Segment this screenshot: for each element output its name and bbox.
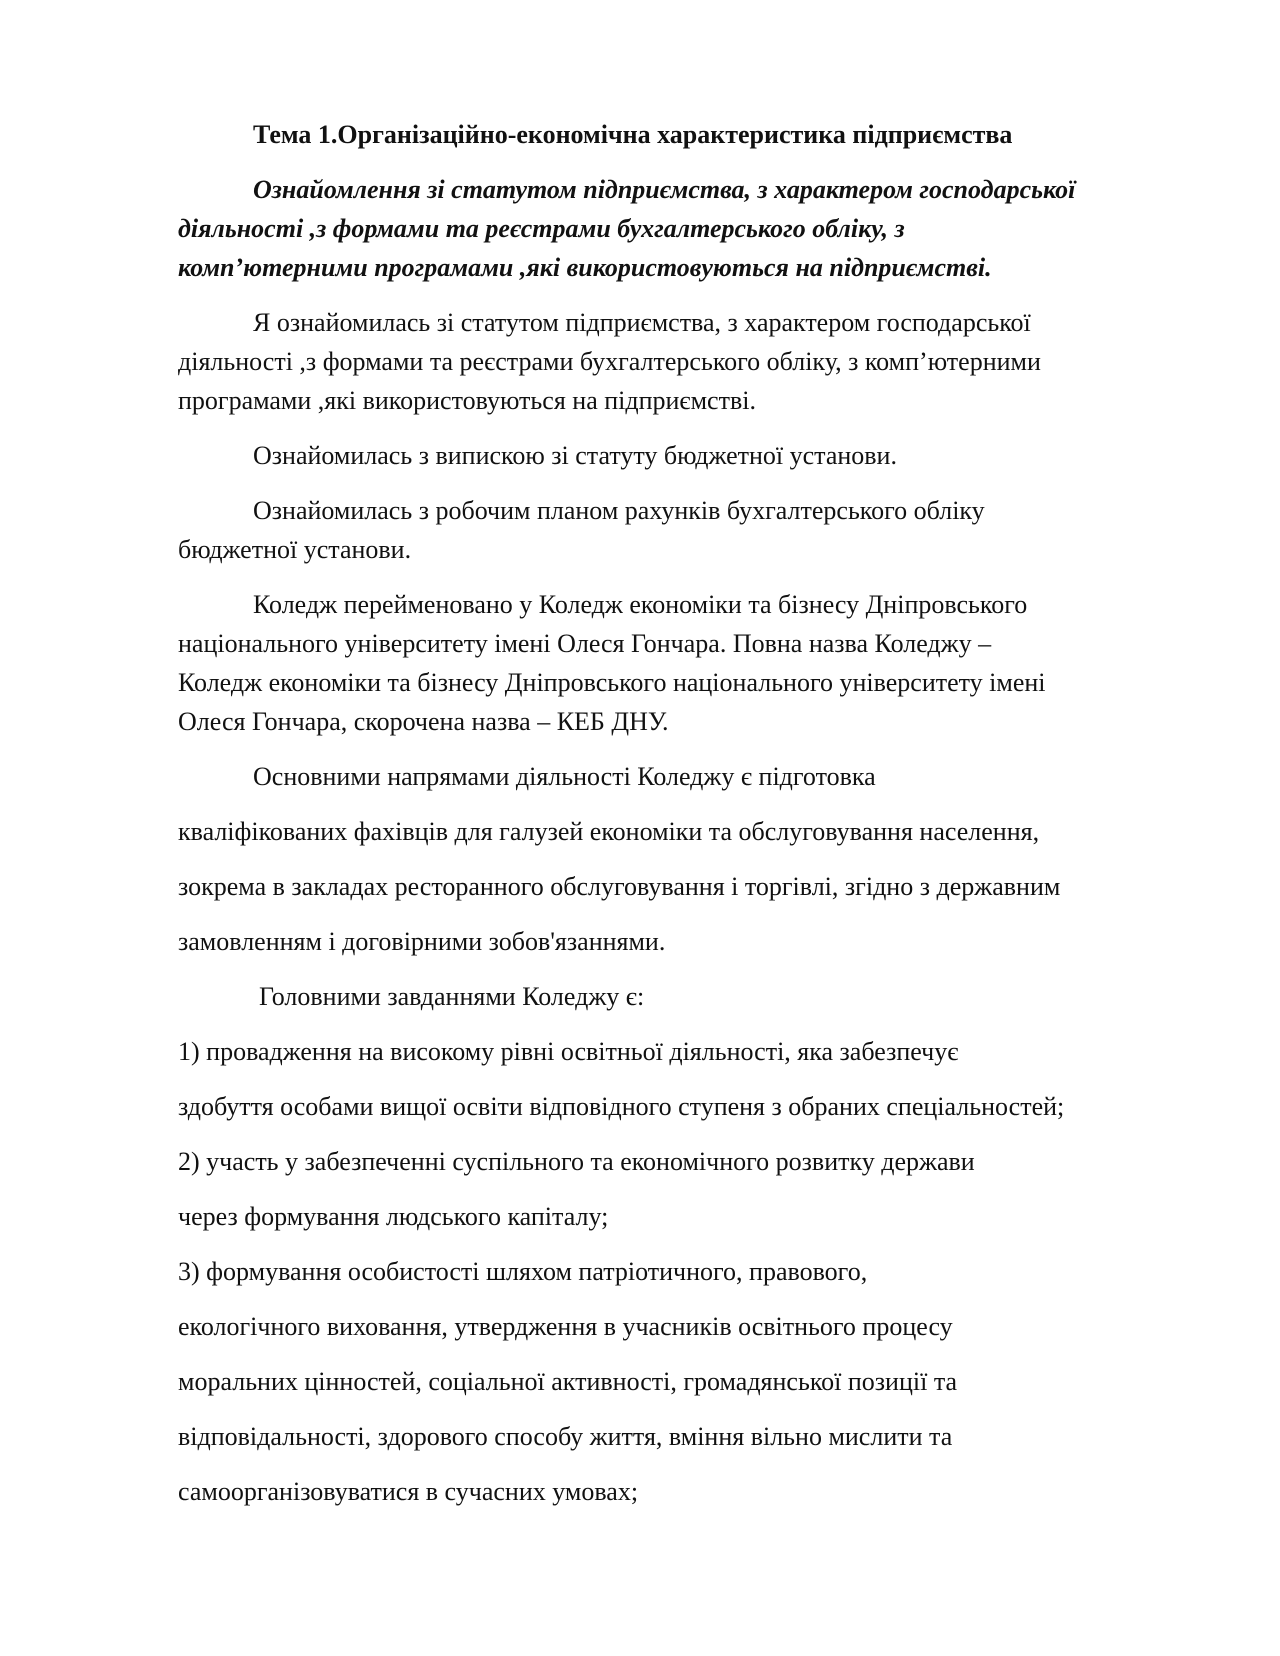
subtitle-line: Ознайомлення зі статутом підприємства, з характером господарської xyxy=(253,175,1076,204)
paragraph-line: Ознайомилась з робочим планом рахунків бухгалтерського обліку xyxy=(253,496,985,525)
paragraph-line: кваліфікованих фахівців для галузей економіки та обслуговування населення, xyxy=(178,817,1040,846)
list-item-line: відповідальності, здорового способу життя, вміння вільно мислити та xyxy=(178,1422,953,1451)
paragraph-line: Головними завданнями Коледжу є: xyxy=(259,982,645,1011)
paragraph-line: замовленням і договірними зобов'язаннями. xyxy=(178,927,666,956)
list-item-line: екологічного виховання, утвердження в учасників освітнього процесу xyxy=(178,1312,953,1341)
list-item-line: самоорганізовуватися в сучасних умовах; xyxy=(178,1477,639,1506)
paragraph-line: бюджетної установи. xyxy=(178,535,412,564)
list-item-line: 2) участь у забезпеченні суспільного та економічного розвитку держави xyxy=(178,1147,975,1176)
paragraph-line: Коледж перейменовано у Коледж економіки та бізнесу Дніпровського xyxy=(253,590,1028,619)
page-title: Тема 1.Організаційно-економічна характеристика підприємства xyxy=(253,120,1013,149)
list-item-line: моральних цінностей, соціальної активності, громадянської позиції та xyxy=(178,1367,958,1396)
paragraph-line: Ознайомилась з випискою зі статуту бюджетної установи. xyxy=(253,441,897,470)
subtitle-line: комп’ютерними програмами ,які використовуються на підприємстві. xyxy=(178,253,992,282)
subtitle-line: діяльності ,з формами та реєстрами бухгалтерського обліку, з xyxy=(178,214,905,243)
list-item-line: 3) формування особистості шляхом патріотичного, правового, xyxy=(178,1257,868,1286)
paragraph-line: зокрема в закладах ресторанного обслуговування і торгівлі, згідно з державним xyxy=(178,872,1061,901)
paragraph-line: Олеся Гончара, скорочена назва – КЕБ ДНУ. xyxy=(178,707,669,736)
paragraph-line: Я ознайомилась зі статутом підприємства, з характером господарської xyxy=(253,308,1031,337)
list-item-line: 1) провадження на високому рівні освітньої діяльності, яка забезпечує xyxy=(178,1037,959,1066)
paragraph-line: діяльності ,з формами та реєстрами бухгалтерського обліку, з комп’ютерними xyxy=(178,347,1041,376)
list-item-line: здобуття особами вищої освіти відповідного ступеня з обраних спеціальностей; xyxy=(178,1092,1065,1121)
paragraph-line: Коледж економіки та бізнесу Дніпровського національного університету імені xyxy=(178,668,1046,697)
paragraph-line: програмами ,які використовуються на підприємстві. xyxy=(178,386,756,415)
list-item-line: через формування людського капіталу; xyxy=(178,1202,609,1231)
paragraph-line: національного університету імені Олеся Гончара. Повна назва Коледжу – xyxy=(178,629,992,658)
paragraph-line: Основними напрямами діяльності Коледжу є підготовка xyxy=(253,762,876,791)
